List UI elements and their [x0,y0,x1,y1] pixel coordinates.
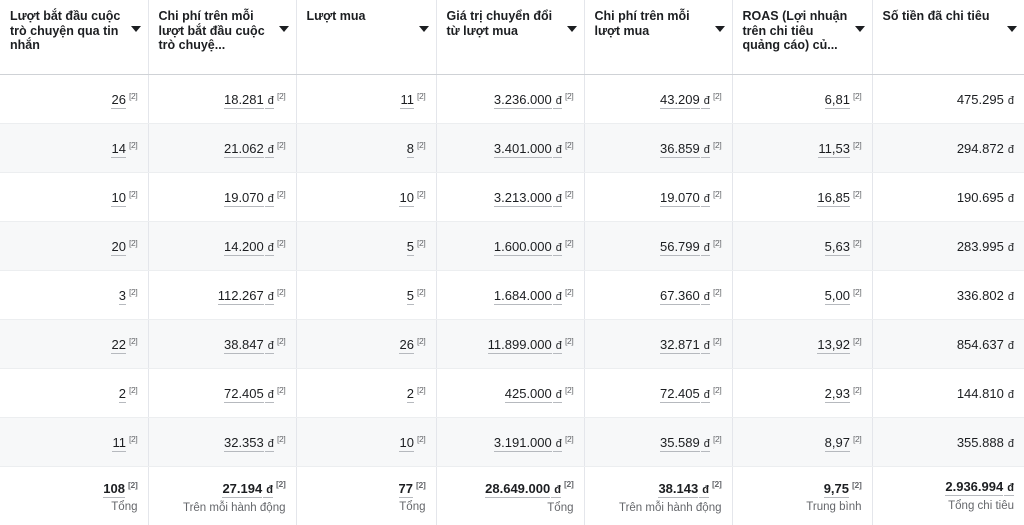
table-row [0,369,1024,418]
table-cell [732,271,872,320]
table-row [0,320,1024,369]
metric-value[interactable]: 1.600.000 [494,239,552,256]
footnote-marker: [2] [129,336,138,346]
table-cell [148,418,296,467]
metric-value[interactable]: 36.859 [660,141,700,158]
chevron-down-icon[interactable] [419,26,429,32]
table-cell [0,320,148,369]
metric-value: 190.695 [957,190,1004,206]
table-cell [148,173,296,222]
totals-label: Tổng [10,500,138,515]
table-cell [0,124,148,173]
footnote-marker: [2] [713,189,722,199]
table-cell [584,418,732,467]
table-header [0,0,1024,75]
table-cell [0,173,148,222]
chevron-down-icon[interactable] [855,26,865,32]
metric-value[interactable]: 5 [407,288,414,305]
metric-value: 294.872 [957,141,1004,157]
footnote-marker: [2] [129,434,138,444]
metric-value[interactable]: 21.062 [224,141,264,158]
currency-symbol: đ [265,389,274,403]
table-header-row [0,0,1024,75]
chevron-down-icon[interactable] [715,26,725,32]
footnote-marker: [2] [713,238,722,248]
totals-value-wrap [159,476,286,497]
table-cell [296,418,436,467]
totals-value[interactable]: 77 [399,481,413,498]
footnote-marker: [2] [129,385,138,395]
table-row [0,124,1024,173]
currency-symbol: đ [1005,193,1014,206]
currency-symbol: đ [553,193,562,207]
column-header-label: Giá trị chuyển đổi từ lượt mua [447,9,562,38]
column-header-6[interactable] [872,0,1024,75]
table-cell [872,320,1024,369]
metric-value[interactable]: 10 [111,190,125,207]
table-cell [732,320,872,369]
footnote-marker: [2] [277,385,286,395]
totals-cell [584,467,732,525]
footnote-marker: [2] [853,336,862,346]
metric-value[interactable]: 26 [399,337,413,354]
currency-symbol: đ [553,291,562,305]
metric-value[interactable]: 3.191.000 [494,435,552,452]
table-row [0,75,1024,124]
footnote-marker: [2] [277,336,286,346]
table-cell [584,75,732,124]
totals-value[interactable]: 27.194 [222,481,262,498]
footnote-marker: [2] [565,238,574,248]
metric-value[interactable]: 26 [111,92,125,109]
totals-cell [436,467,584,525]
totals-cell [732,467,872,525]
metric-value[interactable]: 8,97 [825,435,850,452]
metric-value[interactable]: 14 [111,141,125,158]
table-row [0,418,1024,467]
metric-value[interactable]: 11,53 [818,141,850,158]
metric-value[interactable]: 13,92 [817,337,850,354]
table-cell [436,369,584,418]
currency-symbol: đ [265,144,274,158]
metric-value[interactable]: 1.684.000 [494,288,552,305]
table-cell [732,418,872,467]
table-cell [732,173,872,222]
table-cell [436,173,584,222]
footnote-marker: [2] [565,434,574,444]
table-cell [584,173,732,222]
column-header-5[interactable] [732,0,872,75]
footnote-marker: [2] [713,140,722,150]
metric-value[interactable]: 11.899.000 [488,337,552,354]
metric-value[interactable]: 19.070 [224,190,264,207]
metric-value[interactable]: 56.799 [660,239,700,256]
currency-symbol: đ [263,484,273,498]
totals-label: Tổng [307,500,426,515]
footnote-marker: [2] [129,287,138,297]
currency-symbol: đ [701,438,710,452]
metric-value[interactable]: 14.200 [224,239,264,256]
footnote-marker: [2] [565,336,574,346]
table-cell [584,320,732,369]
table-cell [872,222,1024,271]
footnote-marker: [2] [417,385,426,395]
column-header-label: Số tiền đã chi tiêu [883,9,1003,24]
currency-symbol: đ [551,484,561,498]
totals-value-wrap [307,477,426,497]
table-cell [584,124,732,173]
footnote-marker: [2] [564,479,574,489]
currency-symbol: đ [701,340,710,354]
currency-symbol: đ [553,95,562,109]
currency-symbol: đ [553,438,562,452]
metric-value[interactable]: 43.209 [660,92,700,109]
table-cell [584,271,732,320]
totals-value: 2.936.994 [945,479,1003,496]
totals-cell [148,467,296,525]
chevron-down-icon[interactable] [131,26,141,32]
table-row [0,271,1024,320]
totals-cell [872,467,1024,525]
table-cell [148,271,296,320]
chevron-down-icon[interactable] [279,26,289,32]
footnote-marker: [2] [417,434,426,444]
metric-value[interactable]: 32.871 [660,337,700,354]
totals-value[interactable]: 28.649.000 [485,481,550,498]
table-cell [436,124,584,173]
metric-value[interactable]: 20 [111,239,125,256]
totals-label: Tổng [447,501,574,516]
table-cell [148,222,296,271]
column-header-3[interactable] [436,0,584,75]
footnote-marker: [2] [417,336,426,346]
metric-value[interactable]: 112.267 [218,288,264,305]
metric-value: 283.995 [957,239,1004,255]
totals-label: Trung bình [743,500,862,515]
currency-symbol: đ [553,144,562,158]
table-cell [296,320,436,369]
totals-value-wrap [10,477,138,497]
metric-value[interactable]: 3.236.000 [494,92,552,109]
totals-value[interactable]: 108 [103,481,125,498]
footnote-marker: [2] [277,140,286,150]
metric-value: 336.802 [957,288,1004,304]
metric-value[interactable]: 72.405 [660,386,700,403]
table-cell [584,222,732,271]
table-cell [436,418,584,467]
column-header-4[interactable] [584,0,732,75]
column-header-label: Lượt bắt đầu cuộc trò chuyện qua tin nhắn [10,9,126,53]
table-cell [732,124,872,173]
table-cell [148,369,296,418]
metric-value[interactable]: 2,93 [825,386,850,403]
column-header-label: ROAS (Lợi nhuận trên chi tiêu quảng cáo) củ... [743,9,850,53]
table-row [0,173,1024,222]
table-row [0,222,1024,271]
metric-value[interactable]: 5,63 [825,239,850,256]
footnote-marker: [2] [129,140,138,150]
table-cell [872,173,1024,222]
footnote-marker: [2] [417,238,426,248]
totals-value-wrap [883,479,1015,496]
currency-symbol: đ [553,389,562,403]
table-cell [732,222,872,271]
currency-symbol: đ [553,340,562,354]
metric-value[interactable]: 11 [112,435,126,452]
metric-value[interactable]: 35.589 [660,435,700,452]
table-cell [732,75,872,124]
currency-symbol: đ [1005,95,1014,108]
currency-symbol: đ [265,340,274,354]
totals-label: Trên mỗi hành động [595,501,722,516]
currency-symbol: đ [1005,389,1014,402]
footnote-marker: [2] [565,140,574,150]
currency-symbol: đ [553,242,562,256]
footnote-marker: [2] [713,287,722,297]
table-cell [872,124,1024,173]
table-cell [296,271,436,320]
totals-label: Tổng chi tiêu [883,499,1015,514]
table-cell [296,222,436,271]
footnote-marker: [2] [277,287,286,297]
footnote-marker: [2] [853,238,862,248]
column-header-label: Lượt mua [307,9,414,24]
metric-value: 475.295 [957,92,1004,108]
table-footer [0,467,1024,525]
table-cell [436,222,584,271]
footnote-marker: [2] [565,91,574,101]
metric-value[interactable]: 2 [119,386,126,403]
metric-value[interactable]: 6,81 [825,92,850,109]
table-cell [732,369,872,418]
metric-value[interactable]: 18.281 [224,92,264,109]
table-cell [148,75,296,124]
metric-value[interactable]: 16,85 [817,190,850,207]
metric-value[interactable]: 11 [400,92,414,109]
footnote-marker: [2] [565,385,574,395]
metric-value[interactable]: 3.401.000 [494,141,552,158]
footnote-marker: [2] [277,238,286,248]
metric-value[interactable]: 19.070 [660,190,700,207]
table-cell [296,124,436,173]
table-cell [872,418,1024,467]
metric-value[interactable]: 32.353 [224,435,264,452]
totals-value-wrap [595,476,722,497]
currency-symbol: đ [265,95,274,109]
metric-value: 144.810 [957,386,1004,402]
metric-value[interactable]: 8 [407,141,414,158]
table-cell [872,271,1024,320]
footnote-marker: [2] [129,189,138,199]
table-cell [0,369,148,418]
table-cell [0,271,148,320]
currency-symbol: đ [265,193,274,207]
currency-symbol: đ [1005,144,1014,157]
footnote-marker: [2] [276,479,286,489]
footnote-marker: [2] [277,189,286,199]
footnote-marker: [2] [713,336,722,346]
metric-value[interactable]: 22 [111,337,125,354]
totals-value-wrap [743,477,862,497]
column-header-0[interactable] [0,0,148,75]
table-cell [148,320,296,369]
chevron-down-icon[interactable] [567,26,577,32]
footnote-marker: [2] [713,385,722,395]
currency-symbol: đ [1005,438,1014,451]
chevron-down-icon[interactable] [1007,26,1017,32]
footnote-marker: [2] [416,480,426,490]
totals-cell [0,467,148,525]
metric-value: 854.637 [957,337,1004,353]
table-cell [872,75,1024,124]
metric-value[interactable]: 10 [399,435,413,452]
totals-label: Trên mỗi hành động [159,501,286,516]
currency-symbol: đ [265,438,274,452]
currency-symbol: đ [701,193,710,207]
footnote-marker: [2] [853,385,862,395]
footnote-marker: [2] [852,480,862,490]
currency-symbol: đ [1005,242,1014,255]
table-cell [436,320,584,369]
footnote-marker: [2] [129,91,138,101]
table-cell [148,124,296,173]
currency-symbol: đ [265,242,274,256]
column-header-2[interactable] [296,0,436,75]
footnote-marker: [2] [713,434,722,444]
currency-symbol: đ [701,242,710,256]
metric-value[interactable]: 2 [407,386,414,403]
column-header-label: Chi phí trên mỗi lượt mua [595,9,710,38]
currency-symbol: đ [1005,291,1014,304]
footnote-marker: [2] [417,287,426,297]
table-cell [0,222,148,271]
footnote-marker: [2] [277,434,286,444]
footnote-marker: [2] [565,189,574,199]
metric-value[interactable]: 3 [119,288,126,305]
table-cell [296,369,436,418]
footnote-marker: [2] [712,479,722,489]
currency-symbol: đ [701,291,710,305]
currency-symbol: đ [701,389,710,403]
column-header-label: Chi phí trên mỗi lượt bắt đầu cuộc trò chuyệ... [159,9,274,53]
table-cell [0,75,148,124]
table-cell [584,369,732,418]
footnote-marker: [2] [565,287,574,297]
table-body [0,75,1024,467]
currency-symbol: đ [701,95,710,109]
metric-value[interactable]: 38.847 [224,337,264,354]
footnote-marker: [2] [129,238,138,248]
currency-symbol: đ [265,291,274,305]
currency-symbol: đ [1005,340,1014,353]
totals-value-wrap [447,476,574,497]
totals-row [0,467,1024,525]
table-cell [436,75,584,124]
metric-value[interactable]: 10 [399,190,413,207]
table-cell [872,369,1024,418]
table-cell [296,75,436,124]
footnote-marker: [2] [417,189,426,199]
metric-value[interactable]: 3.213.000 [494,190,552,207]
metric-value[interactable]: 5,00 [825,288,850,305]
totals-value[interactable]: 38.143 [658,481,698,498]
footnote-marker: [2] [853,91,862,101]
footnote-marker: [2] [417,140,426,150]
currency-symbol: đ [701,144,710,158]
metric-value[interactable]: 5 [407,239,414,256]
metric-value[interactable]: 67.360 [660,288,700,305]
footnote-marker: [2] [853,434,862,444]
footnote-marker: [2] [417,91,426,101]
totals-value[interactable]: 9,75 [824,481,849,498]
footnote-marker: [2] [128,480,138,490]
footnote-marker: [2] [277,91,286,101]
table-cell [0,418,148,467]
footnote-marker: [2] [853,140,862,150]
footnote-marker: [2] [713,91,722,101]
currency-symbol: đ [1004,482,1014,496]
table-cell [296,173,436,222]
metric-value[interactable]: 425.000 [505,386,552,403]
footnote-marker: [2] [853,189,862,199]
footnote-marker: [2] [853,287,862,297]
metric-value[interactable]: 72.405 [224,386,264,403]
column-header-1[interactable] [148,0,296,75]
currency-symbol: đ [699,484,709,498]
metric-value: 355.888 [957,435,1004,451]
table-cell [436,271,584,320]
totals-cell [296,467,436,525]
